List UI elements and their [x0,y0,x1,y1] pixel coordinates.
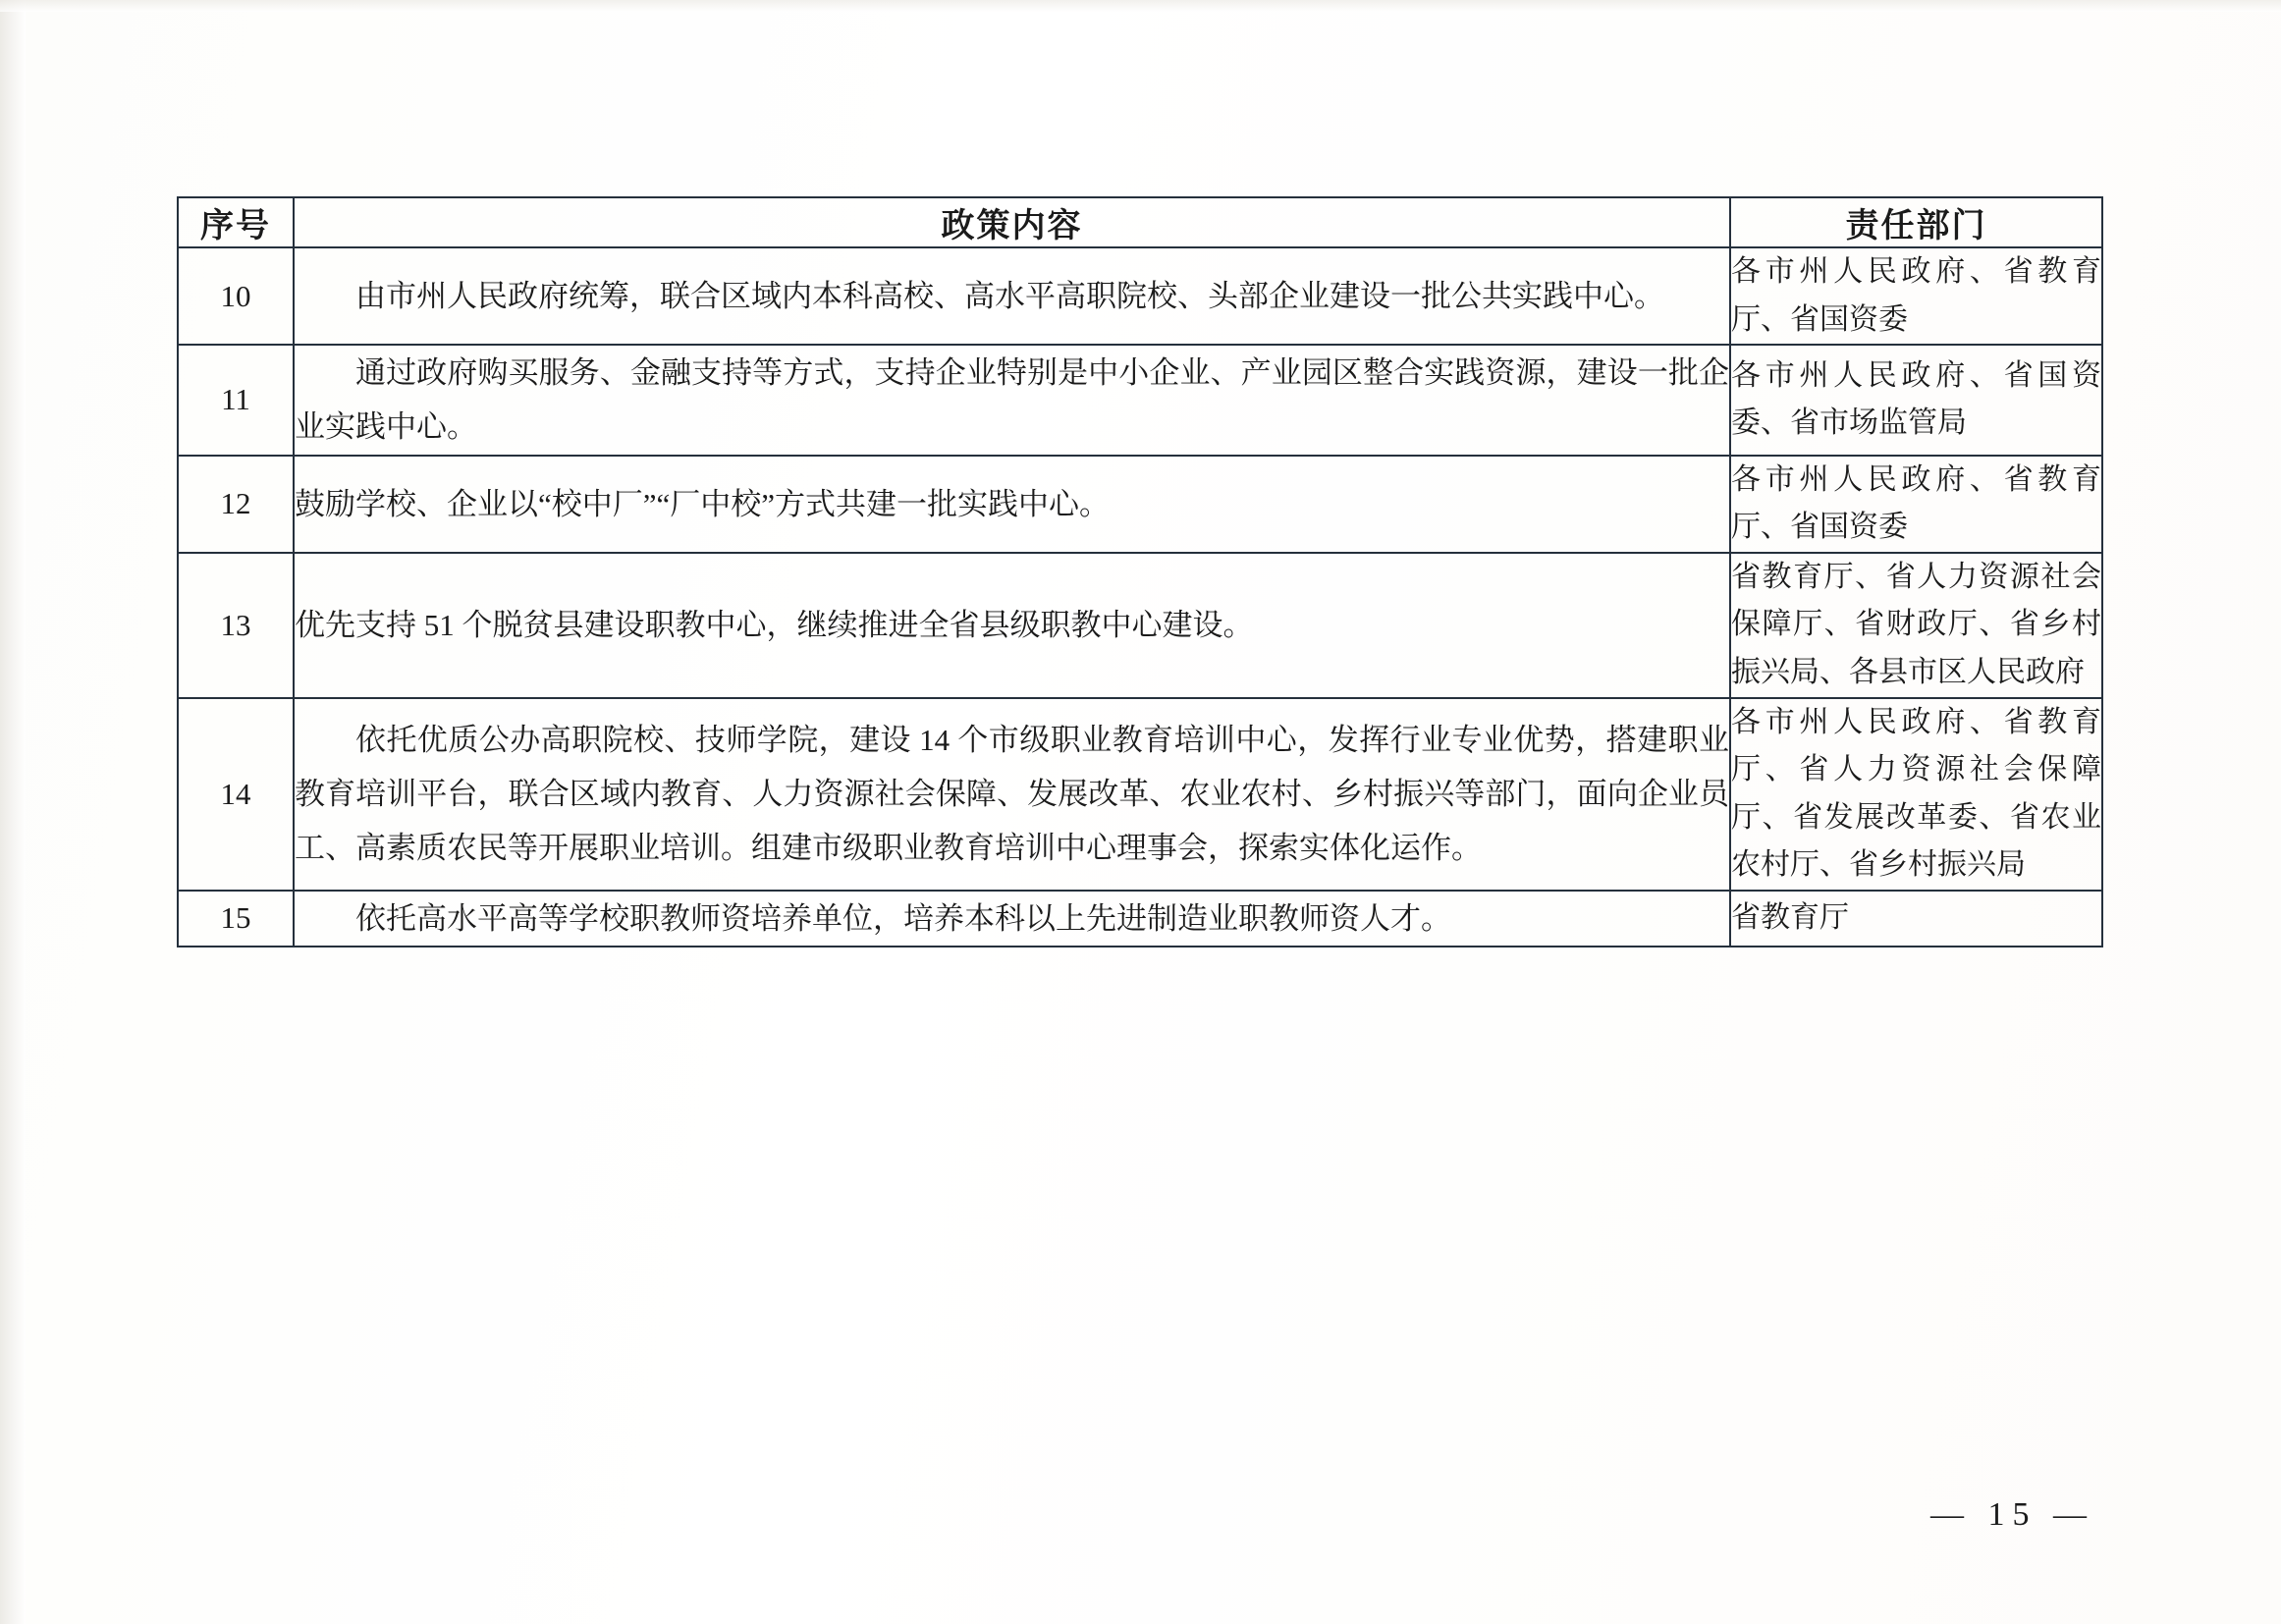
row-number: 13 [178,553,294,698]
row-number: 15 [178,891,294,947]
row-content-text: 通过政府购买服务、金融支持等方式，支持企业特别是中小企业、产业园区整合实践资源，建设一批企业实践中心。 [295,355,1729,445]
row-department [1730,345,2102,455]
scan-edge-left [0,0,26,1624]
table-row [178,698,2102,891]
row-content-text: 鼓励学校、企业以“校中厂”“厂中校”方式共建一批实践中心。 [295,486,1111,521]
table-row [178,553,2102,698]
table-row [178,456,2102,553]
row-content [294,247,1730,345]
page-number: — 15 — [1930,1496,2094,1533]
table-header-row [178,197,2102,247]
row-content [294,891,1730,947]
row-department-text: 各市州人民政府、省教育厅、省国资委 [1731,462,2101,544]
row-content [294,553,1730,698]
row-department [1730,698,2102,891]
row-number: 11 [178,345,294,455]
row-content-text: 优先支持 51 个脱贫县建设职教中心，继续推进全省县级职教中心建设。 [295,608,1254,643]
row-department [1730,247,2102,345]
row-department-text: 各市州人民政府、省教育厅、省人力资源社会保障厅、省发展改革委、省农业农村厅、省乡村振兴局 [1731,705,2101,882]
row-department-text: 省教育厅、省人力资源社会保障厅、省财政厅、省乡村振兴局、各县市区人民政府 [1731,560,2101,688]
row-content [294,456,1730,553]
row-content-text: 由市州人民政府统筹，联合区域内本科高校、高水平高职院校、头部企业建设一批公共实践中心。 [355,279,1664,313]
row-department-text: 各市州人民政府、省教育厅、省国资委 [1731,255,2101,336]
column-header-content: 政策内容 [294,197,1730,247]
row-department [1730,553,2102,698]
row-number: 14 [178,698,294,891]
column-header-no: 序号 [178,197,294,247]
row-content-text: 依托高水平高等学校职教师资培养单位，培养本科以上先进制造业职教师资人才。 [355,900,1451,936]
row-department-text: 省教育厅 [1731,901,1849,935]
row-content-text: 依托优质公办高职院校、技师学院，建设 14 个市级职业教育培训中心，发挥行业专业优势，搭建职业教育培训平台，联合区域内教育、人力资源社会保障、发展改革、农业农村、乡村振兴等部门，面向企业员工、高素质农民等开展职业培训。组建市级职业教育培训中心理事会，探索实体化运作。 [295,722,1729,866]
column-header-dept: 责任部门 [1730,197,2102,247]
policy-table [177,196,2103,947]
table-row [178,247,2102,345]
row-content [294,345,1730,455]
row-department [1730,891,2102,947]
table-row [178,891,2102,947]
row-department-text: 各市州人民政府、省国资委、省市场监管局 [1731,358,2101,440]
table-row [178,345,2102,455]
row-number: 10 [178,247,294,345]
row-content [294,698,1730,891]
row-department [1730,456,2102,553]
row-number: 12 [178,456,294,553]
scan-edge-top [0,0,2281,12]
